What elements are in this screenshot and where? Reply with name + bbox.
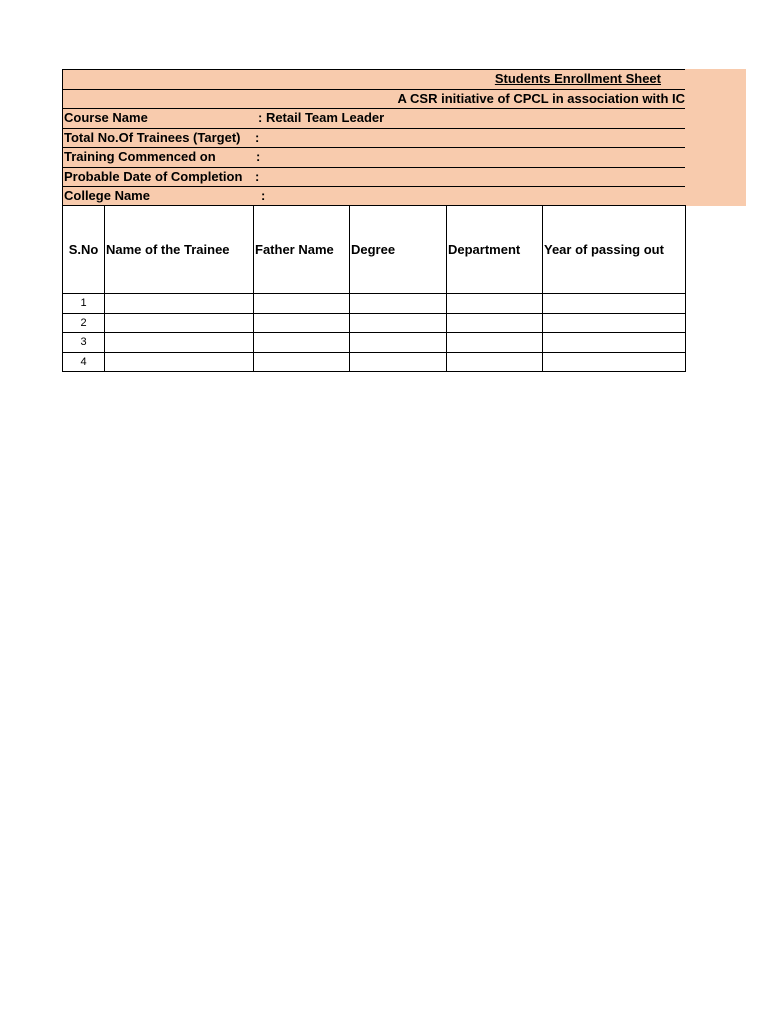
field-row-total-trainees (62, 128, 685, 148)
field-label: Total No.Of Trainees (Target) (64, 129, 241, 145)
cell-department[interactable] (447, 333, 543, 353)
field-label: Course Name (64, 110, 148, 125)
column-header-year-of-passing: Year of passing out (543, 206, 686, 294)
cell-trainee-name[interactable] (105, 333, 254, 353)
cell-father-name[interactable] (254, 294, 350, 314)
table-row (63, 352, 686, 372)
table-row (63, 294, 686, 314)
cell-year-of-passing[interactable] (543, 352, 686, 372)
cell-trainee-name[interactable] (105, 313, 254, 333)
field-row-course-name (62, 108, 685, 128)
cell-trainee-name[interactable] (105, 352, 254, 372)
cell-degree[interactable] (350, 333, 447, 353)
column-header-trainee-name: Name of the Trainee (105, 206, 254, 294)
cell-sno: 3 (63, 333, 105, 353)
title-row (62, 69, 685, 89)
column-header-degree: Degree (350, 206, 447, 294)
field-row-probable-completion (62, 167, 685, 187)
sheet-subtitle: A CSR initiative of CPCL in association with IC (397, 90, 685, 106)
cell-father-name[interactable] (254, 352, 350, 372)
field-value: : (261, 188, 266, 203)
cell-sno: 2 (63, 313, 105, 333)
field-label: College Name (64, 188, 150, 203)
cell-father-name[interactable] (254, 313, 350, 333)
cell-degree[interactable] (350, 352, 447, 372)
field-value: : (255, 129, 260, 145)
cell-father-name[interactable] (254, 333, 350, 353)
field-row-college-name (62, 186, 685, 206)
cell-trainee-name[interactable] (105, 294, 254, 314)
column-header-sno: S.No (63, 206, 105, 294)
cell-department[interactable] (447, 352, 543, 372)
cell-sno: 4 (63, 352, 105, 372)
column-header-father-name: Father Name (254, 206, 350, 294)
column-header-department: Department (447, 206, 543, 294)
field-value: : Retail Team Leader (258, 110, 385, 125)
cell-sno: 1 (63, 294, 105, 314)
sheet-title: Students Enrollment Sheet (494, 71, 661, 86)
table-row (63, 313, 686, 333)
table-row (63, 333, 686, 353)
field-value: : (255, 168, 260, 184)
cell-department[interactable] (447, 294, 543, 314)
cell-year-of-passing[interactable] (543, 313, 686, 333)
field-value: : (256, 149, 261, 164)
cell-degree[interactable] (350, 313, 447, 333)
field-label: Probable Date of Completion (64, 168, 243, 184)
table-header-row (63, 206, 686, 294)
field-label: Training Commenced on (64, 149, 216, 164)
cell-degree[interactable] (350, 294, 447, 314)
cell-department[interactable] (447, 313, 543, 333)
subtitle-row (62, 89, 685, 109)
field-row-training-commenced (62, 147, 685, 167)
cell-year-of-passing[interactable] (543, 294, 686, 314)
trainee-table (62, 205, 686, 372)
cell-year-of-passing[interactable] (543, 333, 686, 353)
